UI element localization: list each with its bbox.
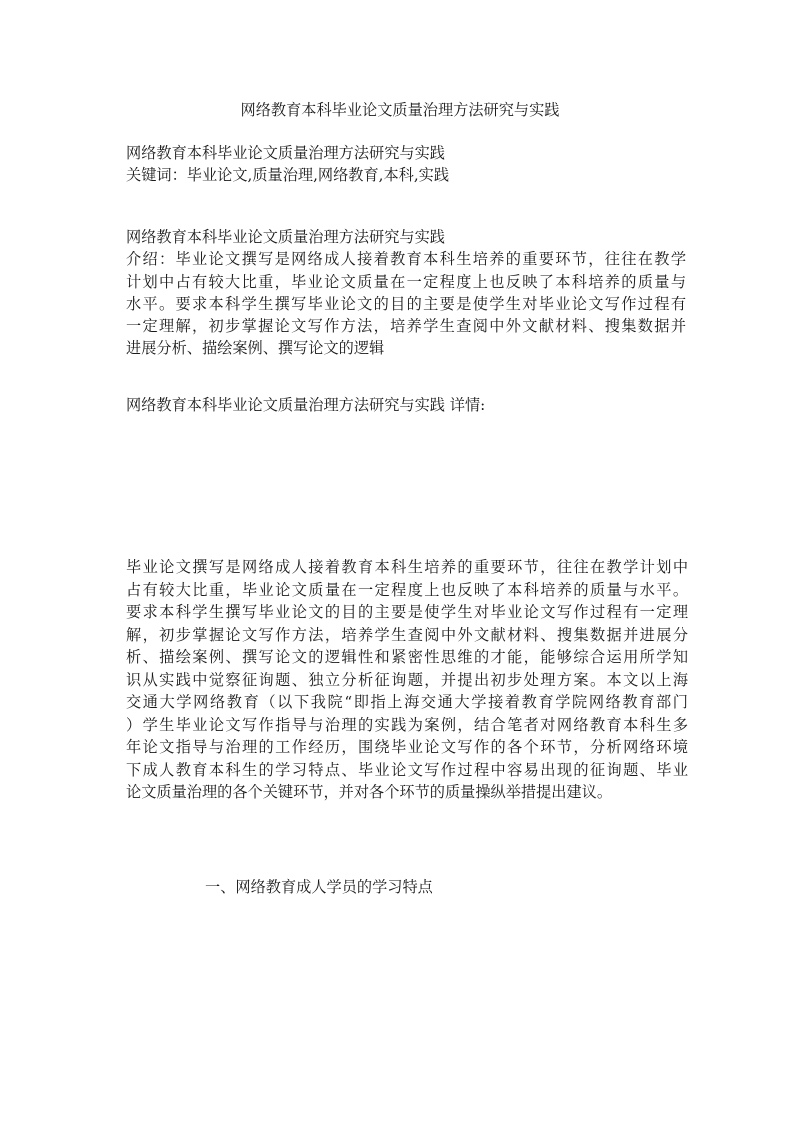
body-line: 交通大学网络教育（以下我院“即指上海交通大学接着教育学院网络教育部门 bbox=[126, 693, 688, 711]
body-line: 要求本科学生撰写毕业论文的目的主要是使学生对毕业论文写作过程有一定理 bbox=[126, 603, 688, 621]
detail-label: 网络教育本科毕业论文质量治理方法研究与实践 详情: bbox=[126, 396, 486, 414]
body-line: 解，初步掌握论文写作方法，培养学生查阅中外文献材料、搜集数据并进展分 bbox=[126, 625, 688, 644]
body-line: 识从实践中觉察征询题、独立分析征询题，并提出初步处理方案。本文以上海 bbox=[126, 670, 688, 689]
body-line: 占有较大比重，毕业论文质量在一定程度上也反映了本科培养的质量与水平。 bbox=[126, 580, 688, 599]
header-title-line: 网络教育本科毕业论文质量治理方法研究与实践 bbox=[126, 144, 445, 162]
body-line: ）学生毕业论文写作指导与治理的实践为案例，结合笔者对网络教育本科生多 bbox=[126, 715, 688, 734]
body-paragraph bbox=[126, 556, 688, 804]
keywords-line: 关键词：毕业论文,质量治理,网络教育,本科,实践 bbox=[126, 166, 450, 185]
intro-line: 一定理解，初步掌握论文写作方法，培养学生查阅中外文献材料、搜集数据并 bbox=[126, 317, 686, 336]
body-line: 毕业论文撰写是网络成人接着教育本科生培养的重要环节，往往在教学计划中 bbox=[126, 558, 688, 576]
intro-line: 水平。要求本科学生撰写毕业论文的目的主要是使学生对毕业论文写作过程有 bbox=[126, 294, 686, 313]
intro-line: 进展分析、描绘案例、撰写论文的逻辑 bbox=[126, 339, 385, 358]
section-heading: 一、网络教育成人学员的学习特点 bbox=[205, 878, 433, 896]
intro-line: 计划中占有较大比重，毕业论文质量在一定程度上也反映了本科培养的质量与 bbox=[126, 272, 686, 291]
body-line: 析、描绘案例、撰写论文的逻辑性和紧密性思维的才能，能够综合运用所学知 bbox=[126, 648, 688, 666]
body-line: 下成人教育本科生的学习特点、毕业论文写作过程中容易出现的征询题、毕业 bbox=[126, 760, 688, 779]
intro-block bbox=[126, 226, 686, 360]
body-line: 论文质量治理的各个关键环节，并对各个环节的质量操纵举措提出建议。 bbox=[126, 783, 612, 801]
header-block bbox=[126, 142, 686, 187]
body-line: 年论文指导与治理的工作经历，围绕毕业论文写作的各个环节，分析网络环境 bbox=[126, 738, 688, 756]
intro-title: 网络教育本科毕业论文质量治理方法研究与实践 bbox=[126, 228, 445, 246]
detail-label-block bbox=[126, 394, 686, 416]
intro-line: 介绍：毕业论文撰写是网络成人接着教育本科生培养的重要环节，往往在教学 bbox=[126, 250, 686, 269]
page-title: 网络教育本科毕业论文质量治理方法研究与实践 bbox=[240, 101, 560, 119]
